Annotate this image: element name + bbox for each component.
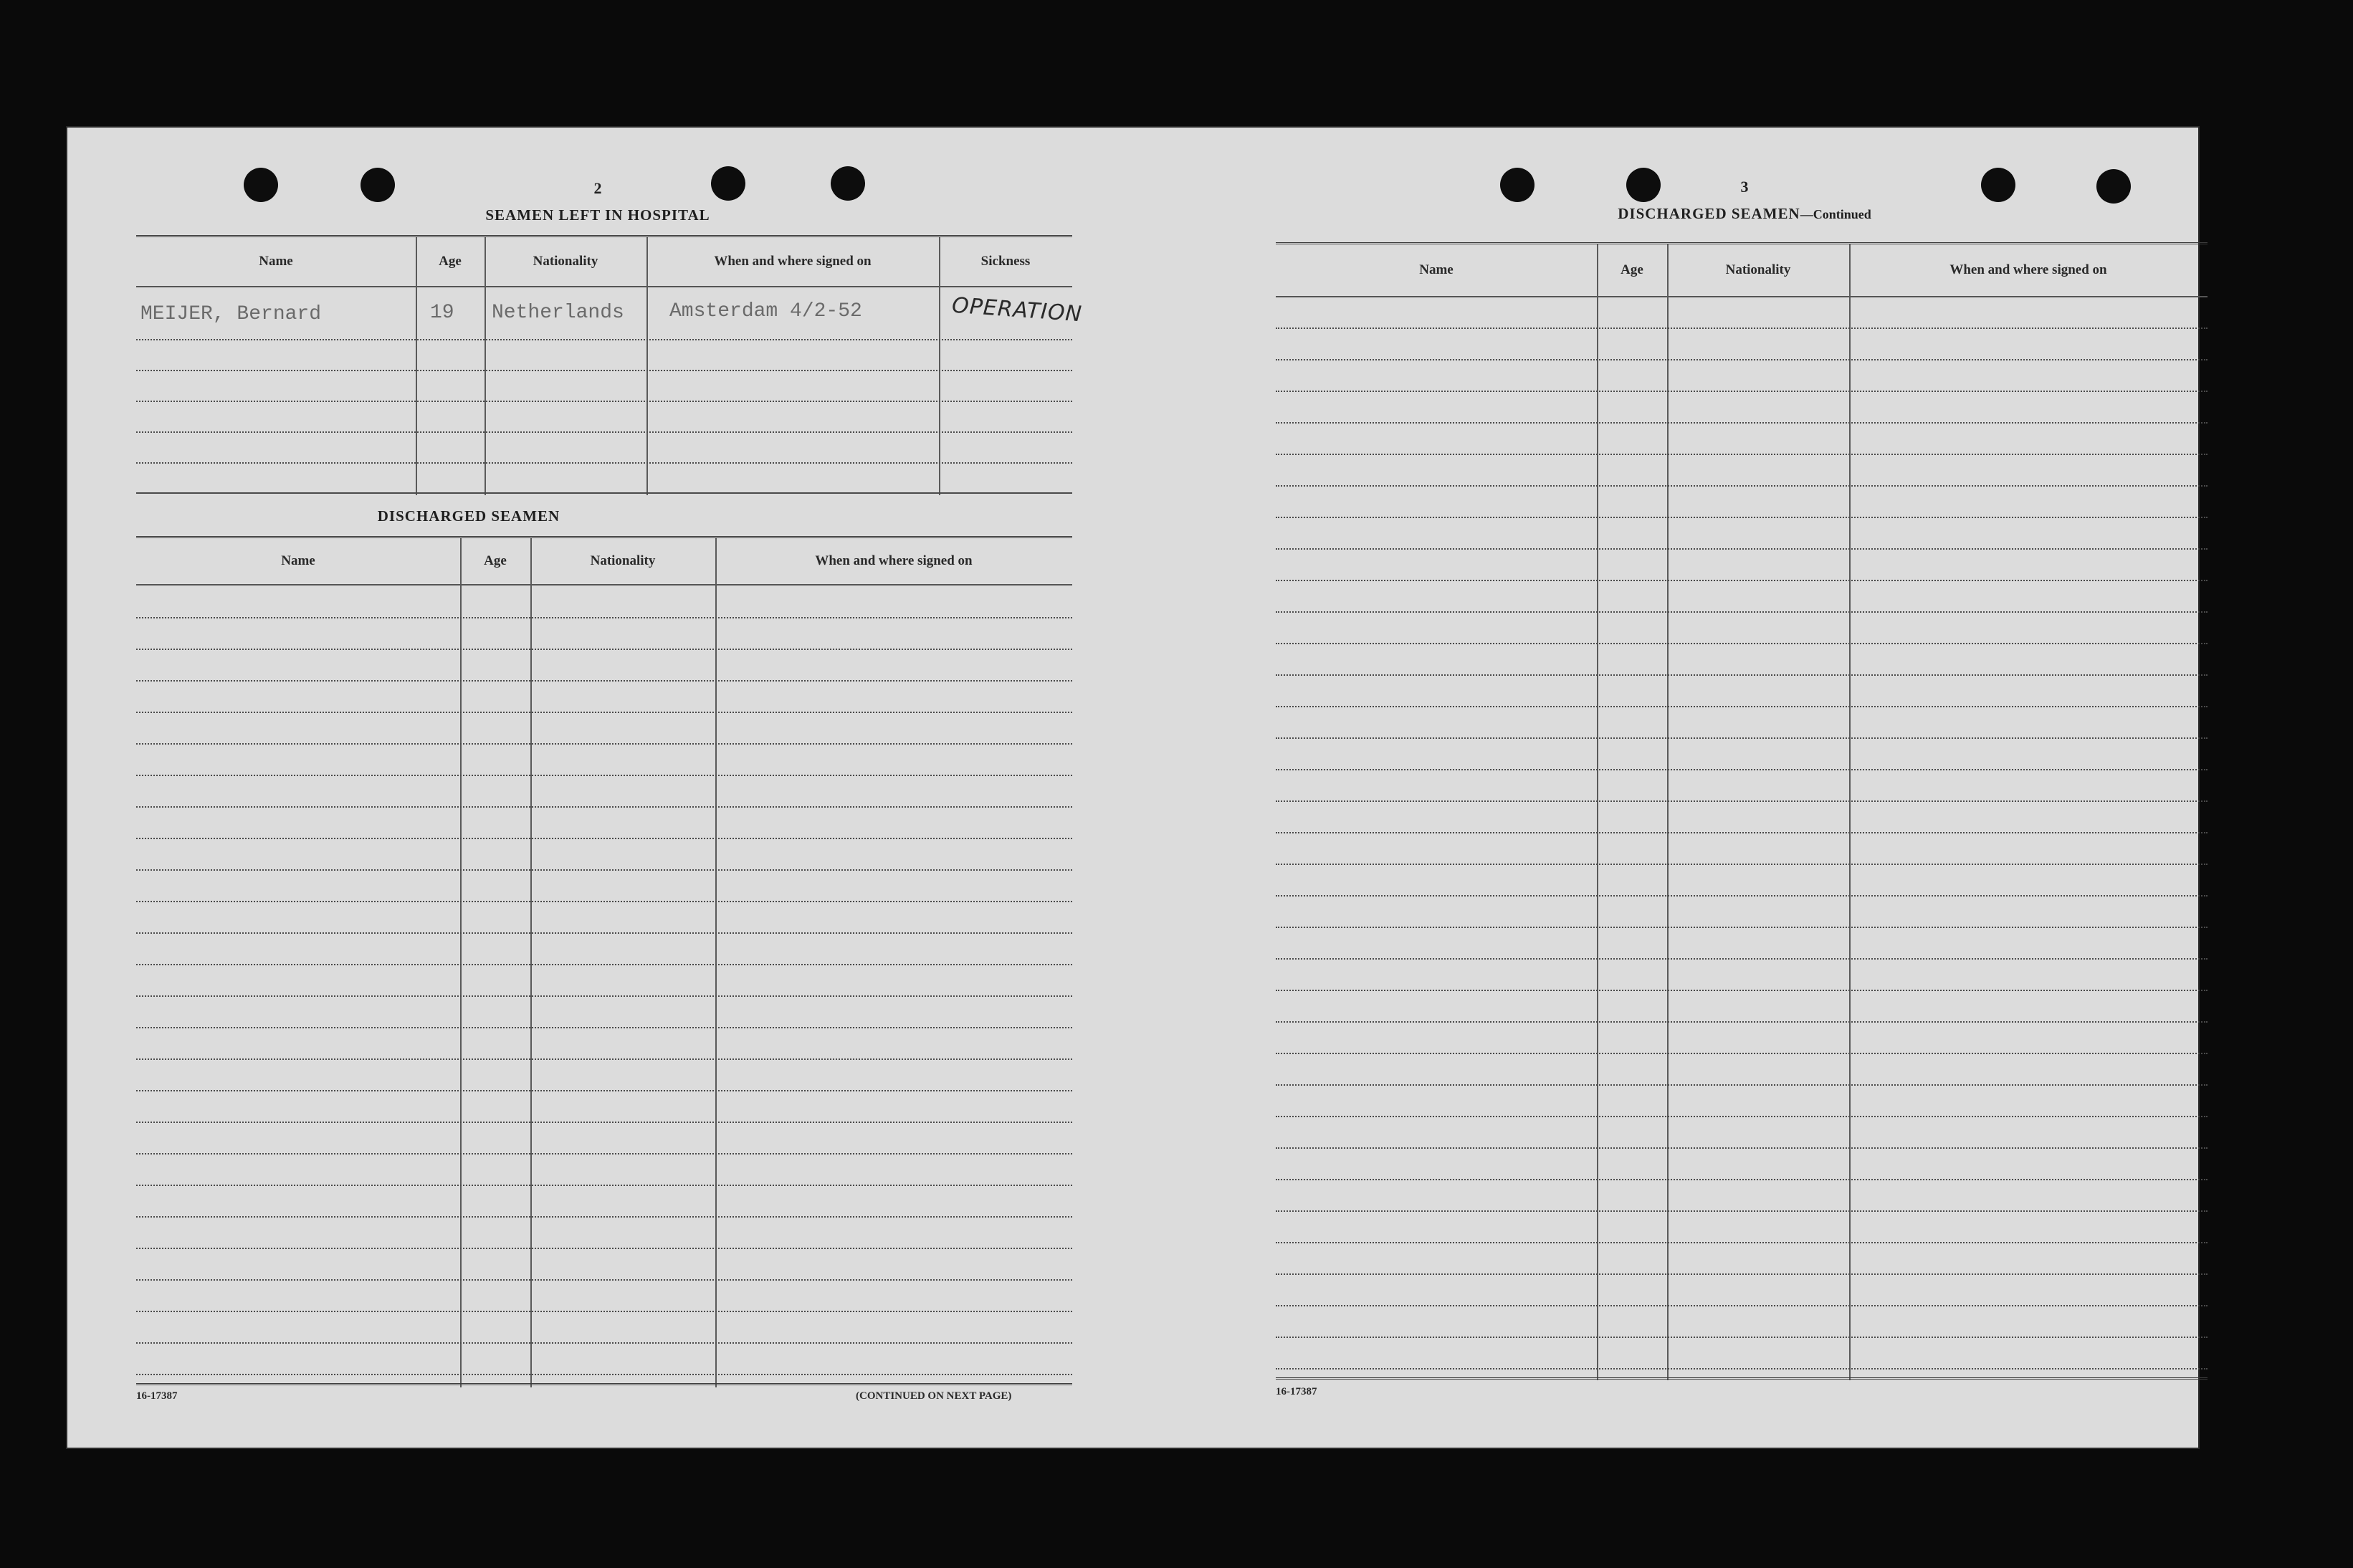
continued-note: (CONTINUED ON NEXT PAGE) bbox=[856, 1390, 1012, 1402]
table-row bbox=[1276, 1116, 2208, 1117]
table-row bbox=[136, 1342, 1072, 1344]
table-row bbox=[1276, 1021, 2208, 1023]
table-row bbox=[136, 838, 1072, 839]
table-row bbox=[136, 932, 1072, 934]
seaman-sickness: OPERATION bbox=[951, 292, 1084, 328]
table-row bbox=[136, 1374, 1072, 1375]
table-row bbox=[136, 1311, 1072, 1312]
table-header bbox=[1276, 244, 2208, 297]
column-header-sickness: Sickness bbox=[980, 254, 1031, 269]
table-row bbox=[136, 1216, 1072, 1218]
table-row bbox=[136, 869, 1072, 871]
document-sheet bbox=[67, 128, 2198, 1448]
column-header-nationality: Nationality bbox=[1725, 262, 1791, 277]
table-row bbox=[136, 743, 1072, 745]
table-row bbox=[1276, 422, 2208, 424]
table-bottom-rule bbox=[136, 1383, 1072, 1385]
table-row bbox=[136, 1090, 1072, 1091]
table-row bbox=[136, 1248, 1072, 1249]
discharged-continued-title bbox=[1529, 205, 1960, 223]
table-row bbox=[1276, 328, 2208, 329]
discharged-continued-table bbox=[1276, 242, 2208, 1380]
hospital-table bbox=[136, 235, 1084, 495]
table-row bbox=[136, 680, 1072, 682]
table-row bbox=[1276, 643, 2208, 644]
table-row-end bbox=[136, 492, 1072, 494]
table-row bbox=[1276, 1305, 2208, 1306]
table-row bbox=[1276, 737, 2208, 739]
table-row bbox=[1276, 359, 2208, 360]
table-row bbox=[1276, 611, 2208, 613]
table-row bbox=[1276, 1147, 2208, 1149]
table-row bbox=[1276, 927, 2208, 928]
column-header-nationality: Nationality bbox=[590, 553, 656, 568]
table-row bbox=[1276, 548, 2208, 550]
table-row bbox=[1276, 706, 2208, 707]
table-row bbox=[136, 1279, 1072, 1281]
table-row bbox=[136, 462, 1072, 464]
section-title-suffix: —Continued bbox=[1800, 207, 1871, 221]
seaman-nationality: Netherlands bbox=[492, 302, 624, 324]
table-row bbox=[1276, 454, 2208, 455]
table-row bbox=[1276, 769, 2208, 770]
table-row bbox=[1276, 517, 2208, 518]
table-row bbox=[136, 964, 1072, 965]
column-header-age: Age bbox=[484, 553, 507, 568]
table-row bbox=[1276, 580, 2208, 581]
table-row bbox=[136, 1058, 1072, 1060]
table-row bbox=[1276, 1273, 2208, 1275]
column-header-name: Name bbox=[259, 254, 293, 269]
table-row bbox=[1276, 990, 2208, 991]
table-header bbox=[136, 538, 1072, 585]
table-row bbox=[1276, 485, 2208, 487]
table-row bbox=[1276, 1337, 2208, 1338]
column-header-signed-on: When and where signed on bbox=[1949, 262, 2107, 277]
page-number: 3 bbox=[1740, 178, 1749, 196]
form-number: 16-17387 bbox=[136, 1390, 178, 1402]
table-row bbox=[136, 1153, 1072, 1155]
table-row bbox=[136, 775, 1072, 776]
left-page bbox=[67, 128, 1099, 1448]
discharged-table bbox=[136, 536, 1072, 1387]
seaman-signed-on: Amsterdam 4/2-52 bbox=[669, 300, 862, 322]
table-row bbox=[1276, 1242, 2208, 1243]
table-row bbox=[136, 901, 1072, 902]
table-bottom-rule bbox=[1276, 1377, 2208, 1380]
discharged-section-title: DISCHARGED SEAMEN bbox=[377, 507, 560, 525]
hospital-section-title: SEAMEN LEFT IN HOSPITAL bbox=[485, 206, 710, 224]
table-row bbox=[136, 1027, 1072, 1028]
column-header-age: Age bbox=[1621, 262, 1643, 277]
table-row bbox=[136, 431, 1072, 433]
column-header-name: Name bbox=[1419, 262, 1454, 277]
table-row bbox=[1276, 958, 2208, 960]
table-row bbox=[136, 370, 1072, 371]
seaman-age: 19 bbox=[430, 302, 454, 324]
table-row bbox=[136, 649, 1072, 650]
right-page bbox=[1142, 128, 2198, 1448]
table-header bbox=[136, 237, 1072, 287]
table-row bbox=[1276, 895, 2208, 897]
table-row bbox=[136, 617, 1072, 618]
table-row bbox=[1276, 391, 2208, 392]
table-row bbox=[136, 712, 1072, 713]
seaman-name: MEIJER, Bernard bbox=[140, 303, 322, 325]
table-row bbox=[136, 995, 1072, 997]
table-row bbox=[1276, 1053, 2208, 1054]
table-row bbox=[136, 401, 1072, 402]
form-number: 16-17387 bbox=[1276, 1386, 1317, 1397]
column-header-signed-on: When and where signed on bbox=[714, 254, 872, 269]
table-row bbox=[136, 1185, 1072, 1186]
column-header-nationality: Nationality bbox=[533, 254, 598, 269]
table-row bbox=[136, 339, 1072, 340]
table-row bbox=[1276, 1210, 2208, 1212]
table-row bbox=[1276, 832, 2208, 833]
column-header-name: Name bbox=[281, 553, 315, 568]
table-row bbox=[1276, 864, 2208, 865]
column-header-age: Age bbox=[439, 254, 462, 269]
table-row bbox=[1276, 674, 2208, 676]
table-row bbox=[1276, 800, 2208, 802]
table-row bbox=[1276, 1084, 2208, 1086]
table-row bbox=[136, 1122, 1072, 1123]
column-header-signed-on: When and where signed on bbox=[815, 553, 973, 568]
section-title-text: DISCHARGED SEAMEN bbox=[1618, 205, 1800, 222]
table-row bbox=[1276, 1368, 2208, 1369]
page-number: 2 bbox=[593, 179, 602, 197]
table-row bbox=[1276, 1179, 2208, 1180]
table-row bbox=[136, 806, 1072, 808]
